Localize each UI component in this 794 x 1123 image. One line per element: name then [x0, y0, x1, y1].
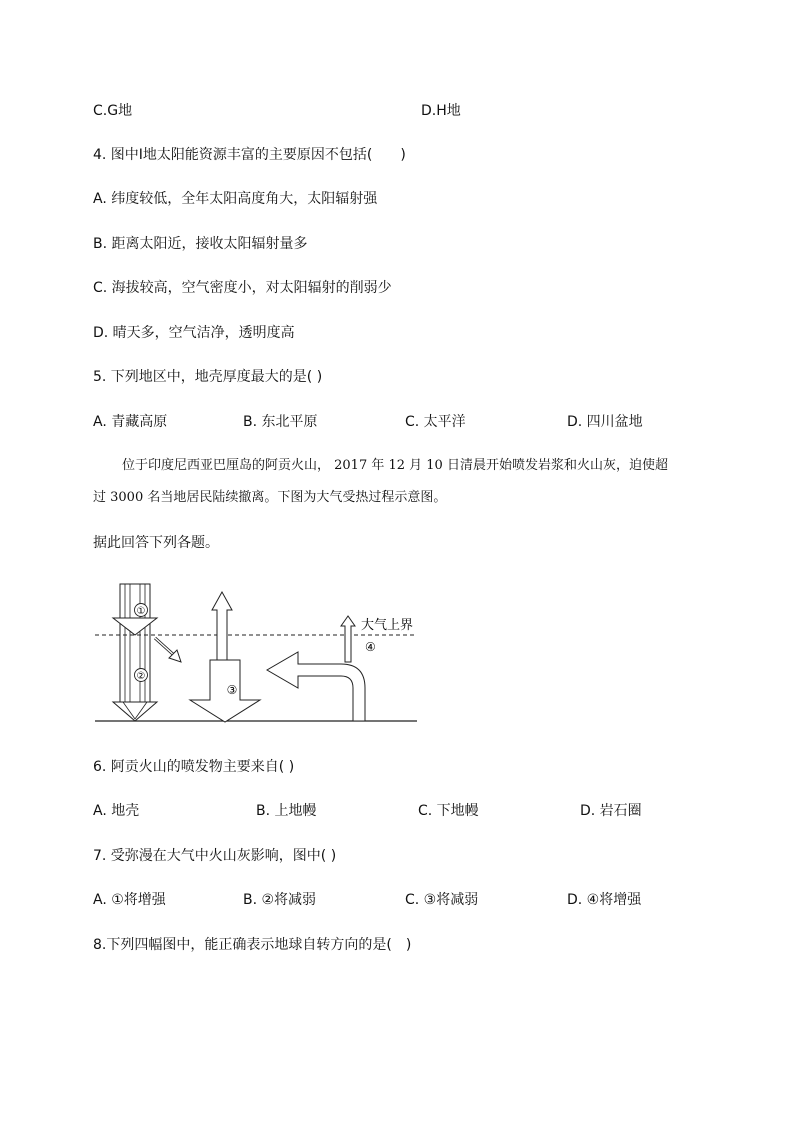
q4-stem: 4. 图中Ⅰ地太阳能资源丰富的主要原因不包括( ) — [93, 147, 406, 163]
q6-option-d: D. 岩石圈 — [580, 803, 642, 819]
q3-option-c: C.G地 — [93, 103, 133, 119]
q4-option-a: A. 纬度较低，全年太阳高度角大，太阳辐射强 — [93, 191, 378, 207]
q6-option-c: C. 下地幔 — [418, 803, 479, 819]
q7-option-d: D. ④将增强 — [567, 892, 642, 908]
q7-stem: 7. 受弥漫在大气中火山灰影响，图中( ) — [93, 848, 337, 864]
q4-option-d: D. 晴天多，空气洁净，透明度高 — [93, 325, 295, 341]
atmosphere-top-label: 大气上界 — [361, 618, 414, 633]
passage-line-2: 过 3000 名当地居民陆续撤离。下图为大气受热过程示意图。 — [93, 490, 447, 505]
outgoing-radiation-arrow — [341, 616, 355, 662]
q6-stem: 6. 阿贡火山的喷发物主要来自( ) — [93, 759, 295, 775]
q4-option-c: C. 海拔较高，空气密度小，对太阳辐射的削弱少 — [93, 280, 392, 296]
q7-option-a: A. ①将增强 — [93, 892, 166, 908]
q7-option-b: B. ②将减弱 — [243, 892, 317, 908]
marker-1: ① — [136, 606, 146, 617]
q3-option-d: D.H地 — [421, 103, 461, 119]
q5-stem: 5. 下列地区中，地壳厚度最大的是( ) — [93, 369, 323, 385]
q8-stem: 8.下列四幅图中，能正确表示地球自转方向的是( ) — [93, 937, 412, 953]
atmosphere-heating-diagram — [95, 580, 425, 730]
q6-option-a: A. 地壳 — [93, 803, 140, 819]
q5-option-b: B. 东北平原 — [243, 414, 318, 430]
q4-option-b: B. 距离太阳近，接收太阳辐射量多 — [93, 236, 308, 252]
q6-option-b: B. 上地幔 — [256, 803, 317, 819]
solar-radiation-arrow — [113, 584, 157, 721]
reflected-radiation-arrow — [155, 638, 181, 662]
q7-option-c: C. ③将减弱 — [405, 892, 479, 908]
marker-2: ② — [136, 671, 146, 682]
passage-instruction: 据此回答下列各题。 — [93, 535, 219, 551]
q5-option-d: D. 四川盆地 — [567, 414, 643, 430]
ground-radiation-arrow — [212, 592, 232, 660]
marker-4: ④ — [365, 640, 376, 654]
q5-option-a: A. 青藏高原 — [93, 414, 168, 430]
atmospheric-counter-radiation-arrow — [190, 660, 260, 722]
passage-line-1: 位于印度尼西亚巴厘岛的阿贡火山， 2017 年 12 月 10 日清晨开始喷发岩浆和火山灰，迫使超 — [122, 458, 668, 473]
marker-3: ③ — [226, 683, 238, 697]
q5-option-c: C. 太平洋 — [405, 414, 466, 430]
